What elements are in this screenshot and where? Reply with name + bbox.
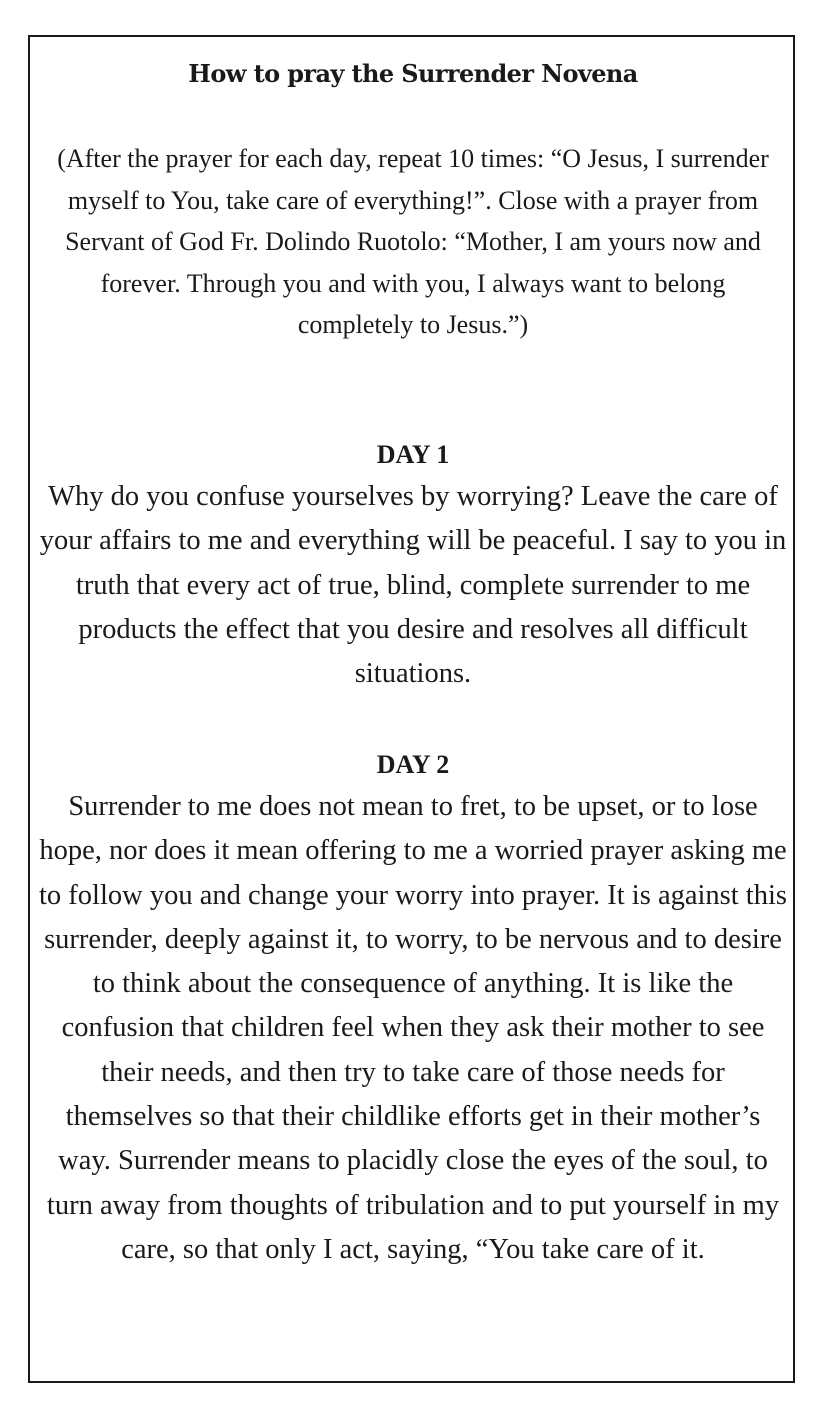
day-2-heading: DAY 2 [376,750,450,779]
day-1-text: Why do you confuse yourselves by worrying? Leave the care of your affairs to me and everything will be peaceful. I say to you in truth that every act of true, blind, complete surrender to me products the effect that you desire and resolves all difficult situations. [39,481,787,690]
day-2-section [36,745,790,1272]
day-1-heading: DAY 1 [376,440,450,469]
intro-instructions: (After the prayer for each day, repeat 10 times: “O Jesus, I surrender myself to You, take care of everything!”. Close with a prayer from Servant of God Fr. Dolindo Ruotolo: “Mother, I am yours now and forever. Through you and with you, I always want to belong completely to Jesus.”) [57,144,769,340]
day-2-text: Surrender to me does not mean to fret, to be upset, or to lose hope, nor does it mean offering to me a worried prayer asking me to follow you and change your worry into prayer. It is against this surrender, deeply against it, to worry, to be nervous and to desire to think about the consequence of anything. It is like the confusion that children feel when they ask their mother to see their needs, and then try to take care of those needs for themselves so that their childlike efforts get in their mother’s way. Surrender means to placidly close the eyes of the soul, to turn away from thoughts of tribulation and to put yourself in my care, so that only I act, saying, “You take care of it. [39,791,787,1265]
day-1-section [36,435,790,696]
page-title: How to pray the Surrender Novena [188,59,638,88]
